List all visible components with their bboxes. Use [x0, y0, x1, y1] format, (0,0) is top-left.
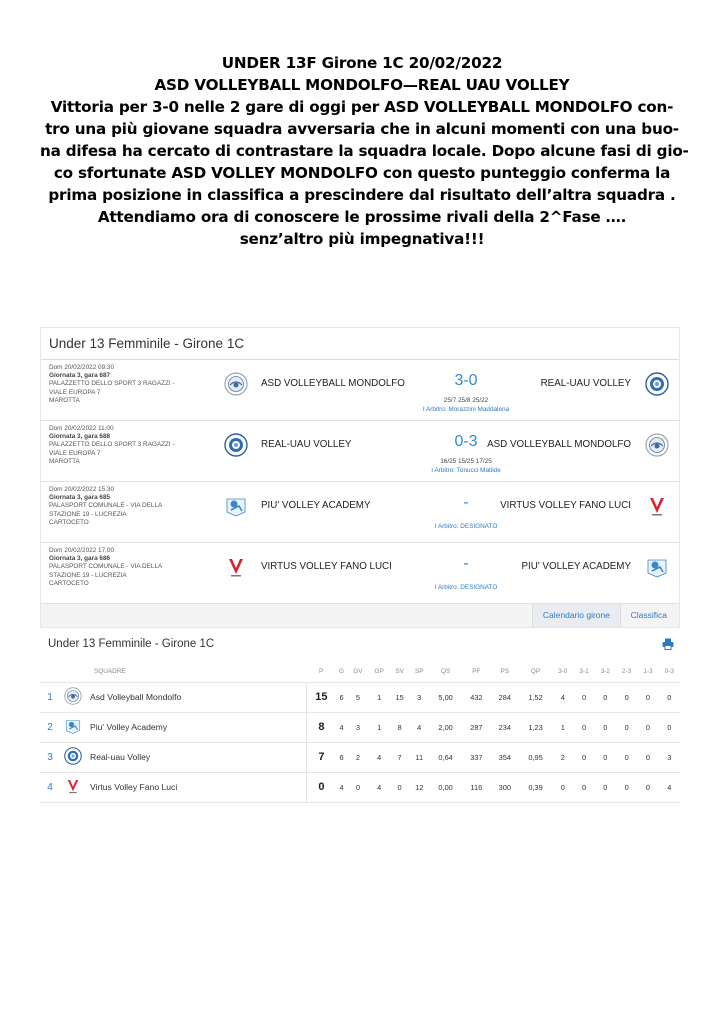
virtus-logo [64, 777, 82, 795]
match-city: CARTOCETO [49, 518, 89, 526]
stat-cell: 0,95 [519, 742, 552, 772]
team-name[interactable]: Piu' Volley Academy [86, 712, 306, 742]
stat-cell: 0 [637, 742, 658, 772]
column-header: P [318, 668, 324, 676]
stat-cell: 0 [573, 772, 594, 802]
mondolfo-logo [224, 372, 248, 396]
standings-title: Under 13 Femminile - Girone 1C [48, 638, 215, 650]
stat-cell: 4 [336, 712, 347, 742]
match-info [49, 547, 219, 588]
stat-cell: 0 [595, 712, 616, 742]
table-row[interactable] [40, 682, 680, 712]
stat-cell: 4 [659, 772, 680, 802]
match-date: Dom 20/02/2022 17.00 [49, 547, 115, 554]
match-score[interactable]: 3-0 [454, 372, 478, 389]
stat-cell: 5,00 [429, 682, 462, 712]
match-date: Dom 20/02/2022 09.30 [49, 364, 115, 371]
stat-cell: 1,52 [519, 682, 552, 712]
stat-cell: 0 [616, 712, 637, 742]
column-header: QP [530, 668, 541, 676]
match-info [49, 486, 219, 527]
match-round: Giornata 3, gara 686 [49, 555, 111, 563]
matches-panel [40, 327, 680, 628]
stat-cell: 0 [659, 682, 680, 712]
matches-panel-footer [41, 604, 679, 627]
team-name[interactable]: Real-uau Volley [86, 742, 306, 772]
stat-cell: 2 [552, 742, 573, 772]
match-venue-street: VIALE EUROPA 7 [49, 388, 101, 396]
stat-cell: 0 [659, 712, 680, 742]
referee: I Arbitro: Tonucci Matilde [431, 467, 501, 474]
stat-cell: 0 [573, 712, 594, 742]
column-header: SV [395, 668, 404, 676]
article-line: Vittoria per 3-0 nelle 2 gare di oggi per ASD VOLLEYBALL MONDOLFO con- [50, 98, 674, 116]
match-venue: PALAZZETTO DELLO SPORT 3 RAGAZZI - [49, 441, 175, 449]
calendar-link[interactable]: Calendario girone [532, 604, 621, 627]
piu-volley-logo [64, 717, 82, 735]
stat-cell: 0 [552, 772, 573, 802]
away-team[interactable]: REAL-UAU VOLLEY [540, 378, 631, 389]
piu-volley-logo [645, 555, 669, 579]
rank: 1 [40, 682, 60, 712]
stat-cell: 7 [390, 742, 410, 772]
stat-cell: 287 [462, 712, 490, 742]
match-city: MAROTTA [49, 396, 80, 404]
match-info [49, 425, 219, 466]
stat-cell: 0 [595, 772, 616, 802]
rank: 3 [40, 742, 60, 772]
column-header: QS [440, 668, 451, 676]
column-header: 3-2 [600, 668, 610, 676]
stat-cell: 6 [336, 742, 347, 772]
set-partials: 25/7 25/8 25/22 [443, 397, 489, 404]
stat-cell: 4 [409, 712, 429, 742]
set-partials: 16/25 15/25 17/25 [440, 458, 492, 465]
stat-cell: 432 [462, 682, 490, 712]
match-info [49, 364, 219, 405]
matches-panel-title: Under 13 Femminile - Girone 1C [41, 328, 679, 360]
stat-cell: 2,00 [429, 712, 462, 742]
match-date: Dom 20/02/2022 15.30 [49, 486, 115, 493]
match-date: Dom 20/02/2022 11.00 [49, 425, 114, 432]
table-row[interactable] [40, 712, 680, 742]
stat-cell: 116 [462, 772, 490, 802]
match-round: Giornata 3, gara 688 [49, 433, 111, 441]
stat-cell: 6 [336, 682, 347, 712]
article-line: prima posizione in classifica a prescindere dal risultato dell’altra squadra . [48, 186, 676, 204]
away-team[interactable]: ASD VOLLEYBALL MONDOLFO [487, 439, 631, 450]
column-header: PS [500, 668, 510, 676]
column-header: 1-3 [643, 668, 653, 676]
stat-cell: 8 [390, 712, 410, 742]
standings-panel [40, 630, 680, 803]
home-team[interactable]: PIU' VOLLEY ACADEMY [261, 500, 371, 511]
stat-cell: 0 [347, 772, 368, 802]
real-uau-logo [64, 747, 82, 765]
stat-cell: 0 [637, 712, 658, 742]
stat-cell: 0 [616, 772, 637, 802]
match-row[interactable] [41, 543, 679, 604]
table-row[interactable] [40, 772, 680, 802]
mondolfo-logo [645, 433, 669, 457]
virtus-logo [645, 494, 669, 518]
column-header: SQUADRE [94, 668, 126, 676]
stat-cell: 0 [595, 682, 616, 712]
match-venue-street: VIALE EUROPA 7 [49, 449, 101, 457]
column-spacer [40, 662, 60, 682]
stat-cell: 337 [462, 742, 490, 772]
match-city: CARTOCETO [49, 579, 89, 587]
stat-cell: 234 [491, 712, 519, 742]
piu-volley-logo [224, 494, 248, 518]
stat-cell: 4 [336, 772, 347, 802]
rank: 4 [40, 772, 60, 802]
points: 7 [306, 742, 335, 772]
column-header: PF [472, 668, 481, 676]
match-round: Giornata 3, gara 685 [49, 494, 111, 502]
stat-cell: 0 [573, 742, 594, 772]
team-logo-cell [60, 772, 86, 802]
match-score[interactable]: - [463, 494, 469, 511]
match-venue: PALASPORT COMUNALE - VIA DELLA [49, 502, 163, 510]
team-logo-cell [60, 682, 86, 712]
standings-header [40, 630, 680, 662]
standings-header-row [40, 662, 680, 682]
real-uau-logo [645, 372, 669, 396]
match-row[interactable] [41, 360, 679, 421]
stat-cell: 1,23 [519, 712, 552, 742]
away-team[interactable]: PIU' VOLLEY ACADEMY [521, 561, 631, 572]
table-row[interactable] [40, 742, 680, 772]
column-header: 0-3 [664, 668, 674, 676]
stat-cell: 0,00 [429, 772, 462, 802]
article-line: senz’altro più impegnativa!!! [239, 230, 485, 248]
home-team[interactable]: REAL-UAU VOLLEY [261, 439, 352, 450]
article-line: Attendiamo ora di conoscere le prossime rivali della 2^Fase …. [97, 208, 627, 226]
stat-cell: 0,39 [519, 772, 552, 802]
match-score[interactable]: 0-3 [454, 433, 478, 450]
stat-cell: 15 [390, 682, 410, 712]
stat-cell: 0 [390, 772, 410, 802]
away-team[interactable]: VIRTUS VOLLEY FANO LUCI [500, 500, 631, 511]
article-line: co sfortunate ASD VOLLEY MONDOLFO con questo punteggio conferma la [53, 164, 671, 182]
match-venue-street: STAZIONE 19 - LUCREZIA [49, 571, 127, 579]
real-uau-logo [224, 433, 248, 457]
stat-cell: 0 [616, 742, 637, 772]
column-header: SP [414, 668, 424, 676]
stat-cell: 0,64 [429, 742, 462, 772]
match-row[interactable] [41, 482, 679, 543]
article-line: ASD VOLLEYBALL MONDOLFO—REAL UAU VOLLEY [154, 76, 570, 94]
team-logo-cell [60, 712, 86, 742]
stat-cell: 0 [595, 742, 616, 772]
stat-cell: 2 [347, 742, 368, 772]
stat-cell: 11 [409, 742, 429, 772]
stat-cell: 3 [409, 682, 429, 712]
match-city: MAROTTA [49, 457, 80, 465]
match-round: Giornata 3, gara 687 [49, 372, 111, 380]
mondolfo-logo [64, 687, 82, 705]
article-line: tro una più giovane squadra avversaria che in alcuni momenti con una buo- [45, 120, 679, 138]
stat-cell: 1 [369, 682, 390, 712]
stat-cell: 1 [369, 712, 390, 742]
points: 15 [306, 682, 335, 712]
stat-cell: 4 [369, 742, 390, 772]
article-line: na difesa ha cercato di contrastare la squadra locale. Dopo alcune fasi di gio- [40, 142, 689, 160]
stat-cell: 3 [659, 742, 680, 772]
column-header: GP [374, 668, 384, 676]
standings-link[interactable]: Classifica [630, 610, 667, 620]
matches-list [41, 360, 679, 604]
standings-body [40, 682, 680, 802]
stat-cell: 300 [491, 772, 519, 802]
column-header: GV [353, 668, 363, 676]
match-score[interactable]: - [463, 555, 469, 572]
article-text [40, 52, 689, 250]
virtus-logo [224, 555, 248, 579]
stat-cell: 1 [552, 712, 573, 742]
match-venue: PALAZZETTO DELLO SPORT 3 RAGAZZI - [49, 380, 175, 388]
points: 8 [306, 712, 335, 742]
home-team[interactable]: VIRTUS VOLLEY FANO LUCI [261, 561, 392, 572]
referee: I Arbitro: Morazzini Maddalena [422, 406, 510, 413]
team-name[interactable]: Virtus Volley Fano Luci [86, 772, 306, 802]
stat-cell: 0 [637, 682, 658, 712]
column-header: 3-0 [558, 668, 568, 676]
standings-table [40, 662, 680, 803]
match-row[interactable] [41, 421, 679, 482]
article-line: UNDER 13F Girone 1C 20/02/2022 [221, 54, 503, 72]
stat-cell: 4 [369, 772, 390, 802]
rank: 2 [40, 712, 60, 742]
stat-cell: 0 [573, 682, 594, 712]
referee: I Arbitro: DESIGNATO [434, 523, 498, 530]
stat-cell: 12 [409, 772, 429, 802]
stat-cell: 5 [347, 682, 368, 712]
team-logo-cell [60, 742, 86, 772]
match-venue: PALASPORT COMUNALE - VIA DELLA [49, 563, 163, 571]
home-team[interactable]: ASD VOLLEYBALL MONDOLFO [261, 378, 405, 389]
column-header: 3-1 [579, 668, 589, 676]
match-venue-street: STAZIONE 19 - LUCREZIA [49, 510, 127, 518]
column-header: 2-3 [622, 668, 632, 676]
referee: I Arbitro: DESIGNATO [434, 584, 498, 591]
stat-cell: 4 [552, 682, 573, 712]
points: 0 [306, 772, 335, 802]
team-name[interactable]: Asd Volleyball Mondolfo [86, 682, 306, 712]
stat-cell: 284 [491, 682, 519, 712]
column-header: G [339, 668, 345, 676]
stat-cell: 3 [347, 712, 368, 742]
stat-cell: 0 [637, 772, 658, 802]
stat-cell: 354 [491, 742, 519, 772]
printer-icon[interactable] [662, 638, 674, 650]
stat-cell: 0 [616, 682, 637, 712]
